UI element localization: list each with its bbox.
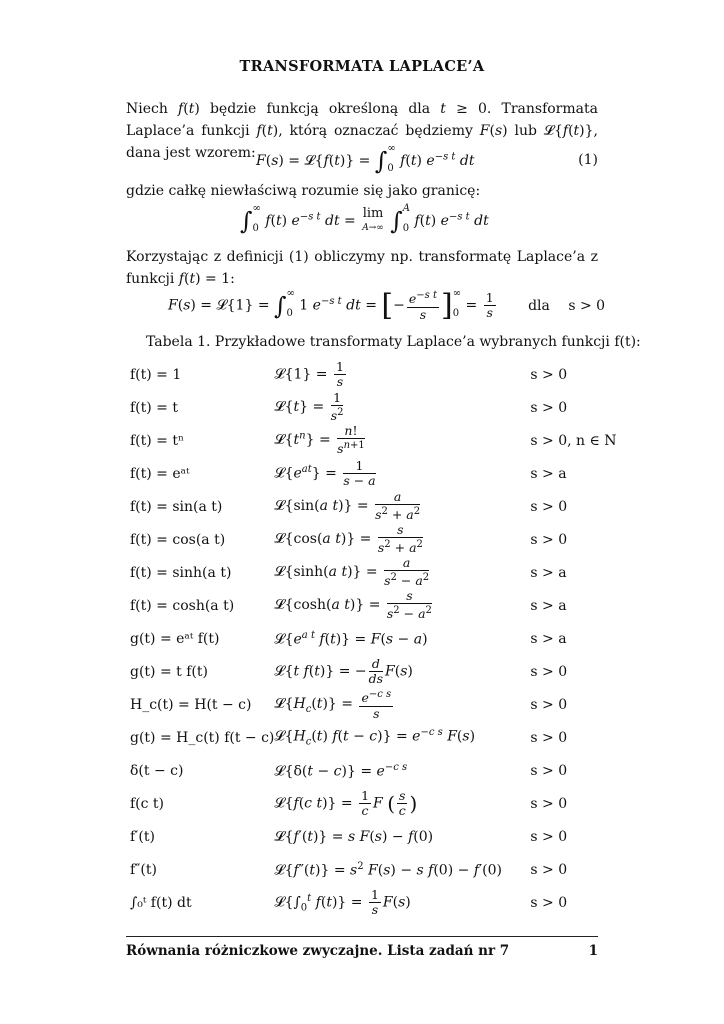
table-row: g(t) = t f(t) 𝓛{t f(t)} = − $\frac{d}{ds}$ F(s) s > 0 (130, 656, 568, 686)
example-equation: F(s) = 𝓛{1} = ∫ ∞ 0 1 $e^{-s t}$ dt = [− $\frac{e^{-s t}}{s}$ ] ∞ 0 = $\frac{1}{s}$ dla s > 0 (168, 287, 606, 323)
example-paragraph: Korzystając z definicji (1) obliczymy np. transformatę Laplace’a z funkcji f(t) = 1: (126, 249, 598, 287)
table-row: g(t) = H_c(t) f(t − c) $𝓛\{H_c(t) f(t - c)\} = e^{-c s}$ F(s) s > 0 (130, 727, 568, 748)
table-row: f(t) = 1 𝓛{1} = $\frac{1}{s}$ s > 0 (130, 359, 568, 389)
example-condition: s > 0 (568, 297, 606, 314)
table-row: δ(t − c) 𝓛{δ(t − $c)\} = e^{-c s}$ s > 0 (130, 761, 568, 780)
table-row: f(t) = eᵃᵗ $𝓛\{e^{at}\}$ = $\frac{1}{s - a}$ s > a (130, 458, 567, 488)
table-row: f(t) = cosh(a t) 𝓛{cosh(a t)} = $\frac{s}{s^2 - a^2}$ s > a (130, 588, 567, 622)
intro-text-1: Niech (126, 101, 179, 117)
table-row: f(t) = sin(a t) 𝓛{sin(a t)} = $\frac{a}{s^2 + a^2}$ s > 0 (130, 489, 568, 523)
table-caption: Tabela 1. Przykładowe transformaty Laplace’a wybranych funkcji f(t): (146, 334, 641, 350)
intro-text-2: będzie funkcją określoną dla (199, 101, 441, 117)
intro-text-5: lub (507, 123, 544, 139)
intro-text-6: , dana jest wzorem: (126, 123, 598, 161)
table-row: f(c t) 𝓛{f(c t)} = $\frac{1}{c}$ F ( $\frac{s}{c}$ ) s > 0 (130, 788, 568, 818)
intro-paragraph: Niech f(t) będzie funkcją określoną dla t ≥ 0. Transformata Laplace’a funkcji f(t), którą oznaczać będziemy F(s) lub 𝓛{f(t)}, dana jest wzorem: (126, 101, 598, 161)
table-row: f(t) = t 𝓛{t} = $\frac{1}{s^2}$ s > 0 (130, 390, 568, 424)
table-row: f(t) = cos(a t) 𝓛{cos(a t)} = $\frac{s}{s^2 + a^2}$ s > 0 (130, 522, 568, 556)
example-colon: : (230, 271, 235, 287)
table-row: g(t) = eᵃᵗ f(t) $𝓛\{e^{a t}$ f(t)} = F(s − a) s > a (130, 629, 567, 648)
improper-integral-text: gdzie całkę niewłaściwą rozumie się jako granicę: (126, 183, 481, 199)
table-row: f″(t) 𝓛{f″(t)} = $s^2$ F(s) − s f(0) − f′(0) s > 0 (130, 860, 568, 879)
intro-text-3: . Transformata Laplace’a funkcji (126, 101, 598, 139)
table-row: ∫₀ᵗ f(t) dt $𝓛\{\int_0^t$ f(t)} = $\frac{1}{s}$ F(s) s > 0 (130, 887, 568, 917)
definition-equation: F(s) = 𝓛{f(t)} = ∫ ∞ 0 f(t) $e^{-s t}$ dt (256, 143, 475, 175)
equation-number: (1) (578, 152, 598, 168)
table-row: H_c(t) = H(t − c) $𝓛\{H_c(t)\}$ = $\frac{e^{-c s}}{s}$ s > 0 (130, 689, 568, 721)
page-footer (126, 936, 598, 959)
page-number: 1 (588, 943, 598, 959)
transform-table (130, 358, 620, 919)
intro-text-4: , którą oznaczać będziemy (278, 123, 480, 139)
example-text: Korzystając z definicji (1) obliczymy np. transformatę Laplace’a z funkcji (126, 249, 598, 287)
table-row: f(t) = sinh(a t) 𝓛{sinh(a t)} = $\frac{a}{s^2 - a^2}$ s > a (130, 555, 567, 589)
limit-equation: ∫ ∞ 0 f(t) $e^{-s t}$ dt = lim A→∞ ∫ A 0 f(t) $e^{-s t}$ dt (240, 203, 489, 235)
table-row: f′(t) 𝓛{f′(t)} = s F(s) − f(0) s > 0 (130, 828, 568, 845)
page-title: TRANSFORMATA LAPLACE’A (239, 58, 485, 75)
example-condition-word: dla (528, 297, 550, 314)
table-row: f(t) = tⁿ $𝓛\{t^n\}$ = $\frac{n!}{s^{n+1}}$ s > 0, n ∈ N (130, 423, 617, 457)
footer-text: Równania różniczkowe zwyczajne. Lista zadań nr 7 (126, 943, 510, 959)
